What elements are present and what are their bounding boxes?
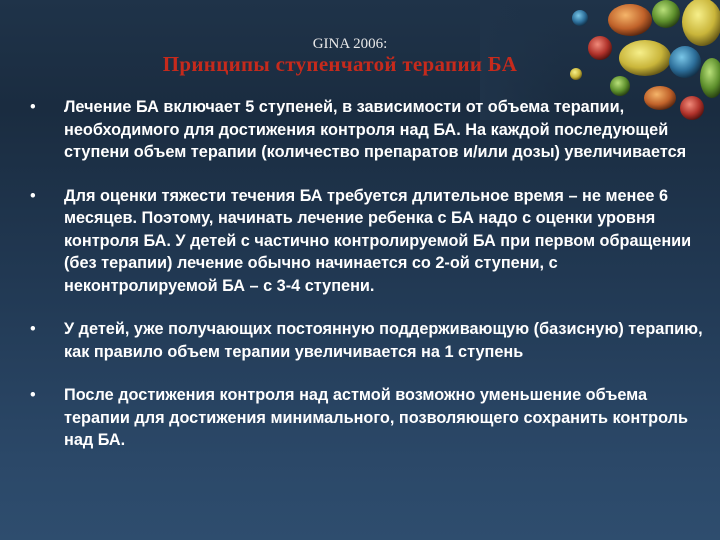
bullet-text: Лечение БА включает 5 ступеней, в зависимости от объема терапии, необходимого для достижения контроля над БА. На каждой последующей ступени объем терапии (количество препаратов и/или дозы) увеличивается	[64, 98, 687, 161]
list-item	[30, 185, 710, 298]
list-item	[30, 384, 710, 452]
bullet-marker: •	[30, 320, 36, 338]
bullet-text: Для оценки тяжести течения БА требуется длительное время – не менее 6 месяцев. Поэтому, начинать лечение ребенка с БА надо с оценки уровня контроля БА. У детей с частично контролируемой БА при первом обращении (без терапии) лечение обычно начинается со 2-ой ступени, с неконтролируемой БА – с 3-4 ступени.	[64, 186, 692, 295]
slide-header	[0, 30, 720, 90]
bullet-text: У детей, уже получающих постоянную поддерживающую (базисную) терапию, как правило объем терапии увеличивается на 1 ступень	[64, 320, 703, 361]
bullet-marker: •	[30, 186, 36, 205]
slide-subtitle: GINA 2006:	[312, 36, 388, 52]
list-item	[30, 96, 710, 164]
bullet-text: После достижения контроля над астмой возможно уменьшение объема терапии для достижения минимального, позволяющего сохранить контроль над БА.	[64, 386, 689, 449]
bullet-list	[30, 96, 710, 473]
slide-title: Принципы ступенчатой терапии БА	[162, 52, 518, 76]
bullet-marker: •	[30, 98, 36, 116]
bullet-marker: •	[30, 386, 36, 404]
list-item	[30, 318, 710, 363]
